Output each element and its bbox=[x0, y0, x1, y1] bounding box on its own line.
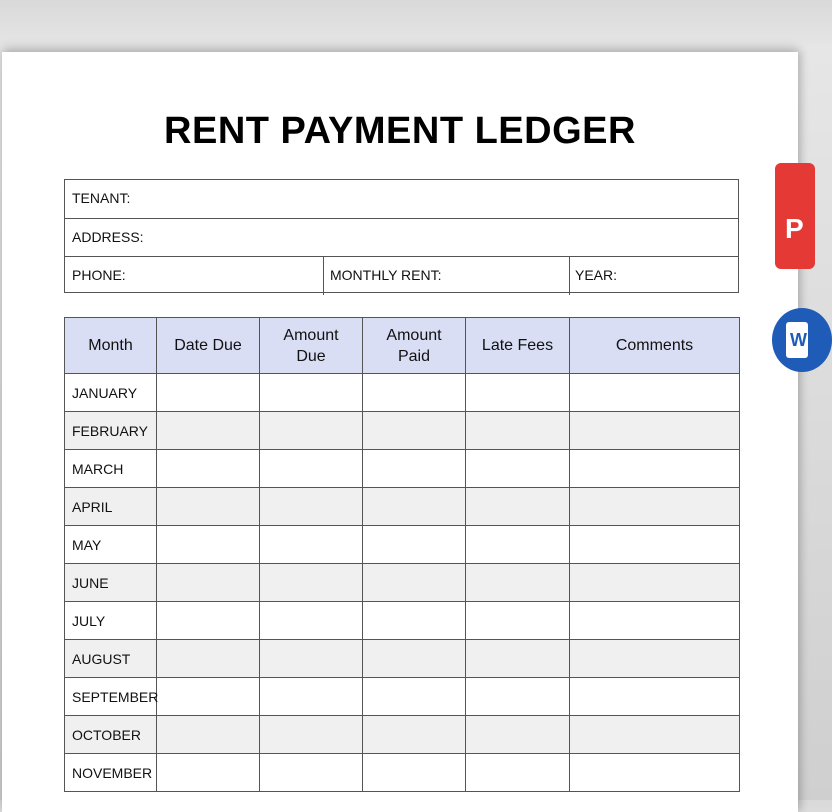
pdf-icon-letter: P bbox=[785, 213, 804, 244]
amount-paid-cell[interactable] bbox=[363, 450, 466, 488]
comments-cell[interactable] bbox=[570, 526, 740, 564]
table-row bbox=[65, 412, 740, 450]
late-fees-cell[interactable] bbox=[466, 450, 570, 488]
date-due-cell[interactable] bbox=[157, 412, 260, 450]
month-cell: SEPTEMBER bbox=[65, 678, 157, 716]
table-row bbox=[65, 640, 740, 678]
amount-paid-header-text: Amount Paid bbox=[386, 326, 442, 365]
table-row bbox=[65, 754, 740, 792]
amount-due-cell[interactable] bbox=[260, 640, 363, 678]
date-due-cell[interactable] bbox=[157, 450, 260, 488]
late-fees-cell[interactable] bbox=[466, 374, 570, 412]
month-cell: MARCH bbox=[65, 450, 157, 488]
date-due-cell[interactable] bbox=[157, 564, 260, 602]
comments-cell[interactable] bbox=[570, 640, 740, 678]
amount-due-cell[interactable] bbox=[260, 564, 363, 602]
amount-paid-cell[interactable] bbox=[363, 526, 466, 564]
month-cell: JANUARY bbox=[65, 374, 157, 412]
date-due-cell[interactable] bbox=[157, 754, 260, 792]
amount-due-cell[interactable] bbox=[260, 374, 363, 412]
table-row bbox=[65, 488, 740, 526]
ledger-table bbox=[64, 317, 740, 792]
date-due-cell[interactable] bbox=[157, 526, 260, 564]
amount-due-cell[interactable] bbox=[260, 412, 363, 450]
amount-due-cell[interactable] bbox=[260, 754, 363, 792]
month-cell: MAY bbox=[65, 526, 157, 564]
late-fees-cell[interactable] bbox=[466, 602, 570, 640]
comments-cell[interactable] bbox=[570, 488, 740, 526]
word-icon-letter: W bbox=[790, 330, 807, 350]
word-icon[interactable] bbox=[772, 308, 832, 372]
late-fees-cell[interactable] bbox=[466, 716, 570, 754]
late-fees-cell[interactable] bbox=[466, 640, 570, 678]
late-fees-cell[interactable] bbox=[466, 678, 570, 716]
date-due-cell[interactable] bbox=[157, 374, 260, 412]
address-label: ADDRESS: bbox=[72, 229, 144, 245]
comments-cell[interactable] bbox=[570, 602, 740, 640]
month-cell: AUGUST bbox=[65, 640, 157, 678]
tenant-label: TENANT: bbox=[72, 190, 131, 206]
comments-cell[interactable] bbox=[570, 678, 740, 716]
month-cell: APRIL bbox=[65, 488, 157, 526]
table-row bbox=[65, 564, 740, 602]
amount-due-cell[interactable] bbox=[260, 488, 363, 526]
date-due-cell[interactable] bbox=[157, 602, 260, 640]
date-due-cell[interactable] bbox=[157, 488, 260, 526]
amount-paid-cell[interactable] bbox=[363, 374, 466, 412]
column-header-late-fees: Late Fees bbox=[466, 318, 570, 374]
amount-due-cell[interactable] bbox=[260, 450, 363, 488]
amount-paid-cell[interactable] bbox=[363, 754, 466, 792]
table-row bbox=[65, 678, 740, 716]
month-cell: NOVEMBER bbox=[65, 754, 157, 792]
year-label: YEAR: bbox=[575, 267, 618, 283]
amount-paid-cell[interactable] bbox=[363, 678, 466, 716]
month-cell: JULY bbox=[65, 602, 157, 640]
late-fees-cell[interactable] bbox=[466, 526, 570, 564]
late-fees-cell[interactable] bbox=[466, 412, 570, 450]
comments-cell[interactable] bbox=[570, 564, 740, 602]
comments-cell[interactable] bbox=[570, 754, 740, 792]
comments-cell[interactable] bbox=[570, 716, 740, 754]
column-header-amount-due bbox=[260, 318, 363, 374]
late-fees-cell[interactable] bbox=[466, 754, 570, 792]
pdf-icon[interactable] bbox=[775, 163, 815, 269]
date-due-cell[interactable] bbox=[157, 640, 260, 678]
divider bbox=[323, 257, 324, 295]
amount-paid-cell[interactable] bbox=[363, 412, 466, 450]
amount-due-cell[interactable] bbox=[260, 526, 363, 564]
table-row bbox=[65, 450, 740, 488]
amount-due-cell[interactable] bbox=[260, 602, 363, 640]
amount-paid-cell[interactable] bbox=[363, 640, 466, 678]
table-row bbox=[65, 716, 740, 754]
late-fees-cell[interactable] bbox=[466, 488, 570, 526]
amount-due-cell[interactable] bbox=[260, 716, 363, 754]
amount-paid-cell[interactable] bbox=[363, 716, 466, 754]
word-icon-page bbox=[786, 322, 808, 358]
column-header-comments: Comments bbox=[570, 318, 740, 374]
late-fees-cell[interactable] bbox=[466, 564, 570, 602]
comments-cell[interactable] bbox=[570, 412, 740, 450]
amount-paid-cell[interactable] bbox=[363, 488, 466, 526]
amount-paid-cell[interactable] bbox=[363, 564, 466, 602]
divider bbox=[569, 257, 570, 295]
date-due-cell[interactable] bbox=[157, 716, 260, 754]
phone-rent-year-row bbox=[65, 256, 738, 294]
amount-paid-cell[interactable] bbox=[363, 602, 466, 640]
date-due-cell[interactable] bbox=[157, 678, 260, 716]
table-row bbox=[65, 602, 740, 640]
table-row bbox=[65, 526, 740, 564]
column-header-amount-paid bbox=[363, 318, 466, 374]
address-row bbox=[65, 218, 738, 256]
monthly-rent-label: MONTHLY RENT: bbox=[330, 267, 442, 283]
column-header-month: Month bbox=[65, 318, 157, 374]
table-row bbox=[65, 374, 740, 412]
amount-due-header-text: Amount Due bbox=[283, 326, 339, 365]
column-header-date-due: Date Due bbox=[157, 318, 260, 374]
month-cell: OCTOBER bbox=[65, 716, 157, 754]
page-title: RENT PAYMENT LEDGER bbox=[164, 110, 636, 152]
comments-cell[interactable] bbox=[570, 450, 740, 488]
ledger-sheet bbox=[2, 52, 798, 812]
table-header-row bbox=[65, 318, 740, 374]
tenant-info-box bbox=[64, 179, 739, 293]
tenant-row bbox=[65, 180, 738, 218]
comments-cell[interactable] bbox=[570, 374, 740, 412]
month-cell: FEBRUARY bbox=[65, 412, 157, 450]
month-cell: JUNE bbox=[65, 564, 157, 602]
amount-due-cell[interactable] bbox=[260, 678, 363, 716]
phone-label: PHONE: bbox=[72, 267, 126, 283]
